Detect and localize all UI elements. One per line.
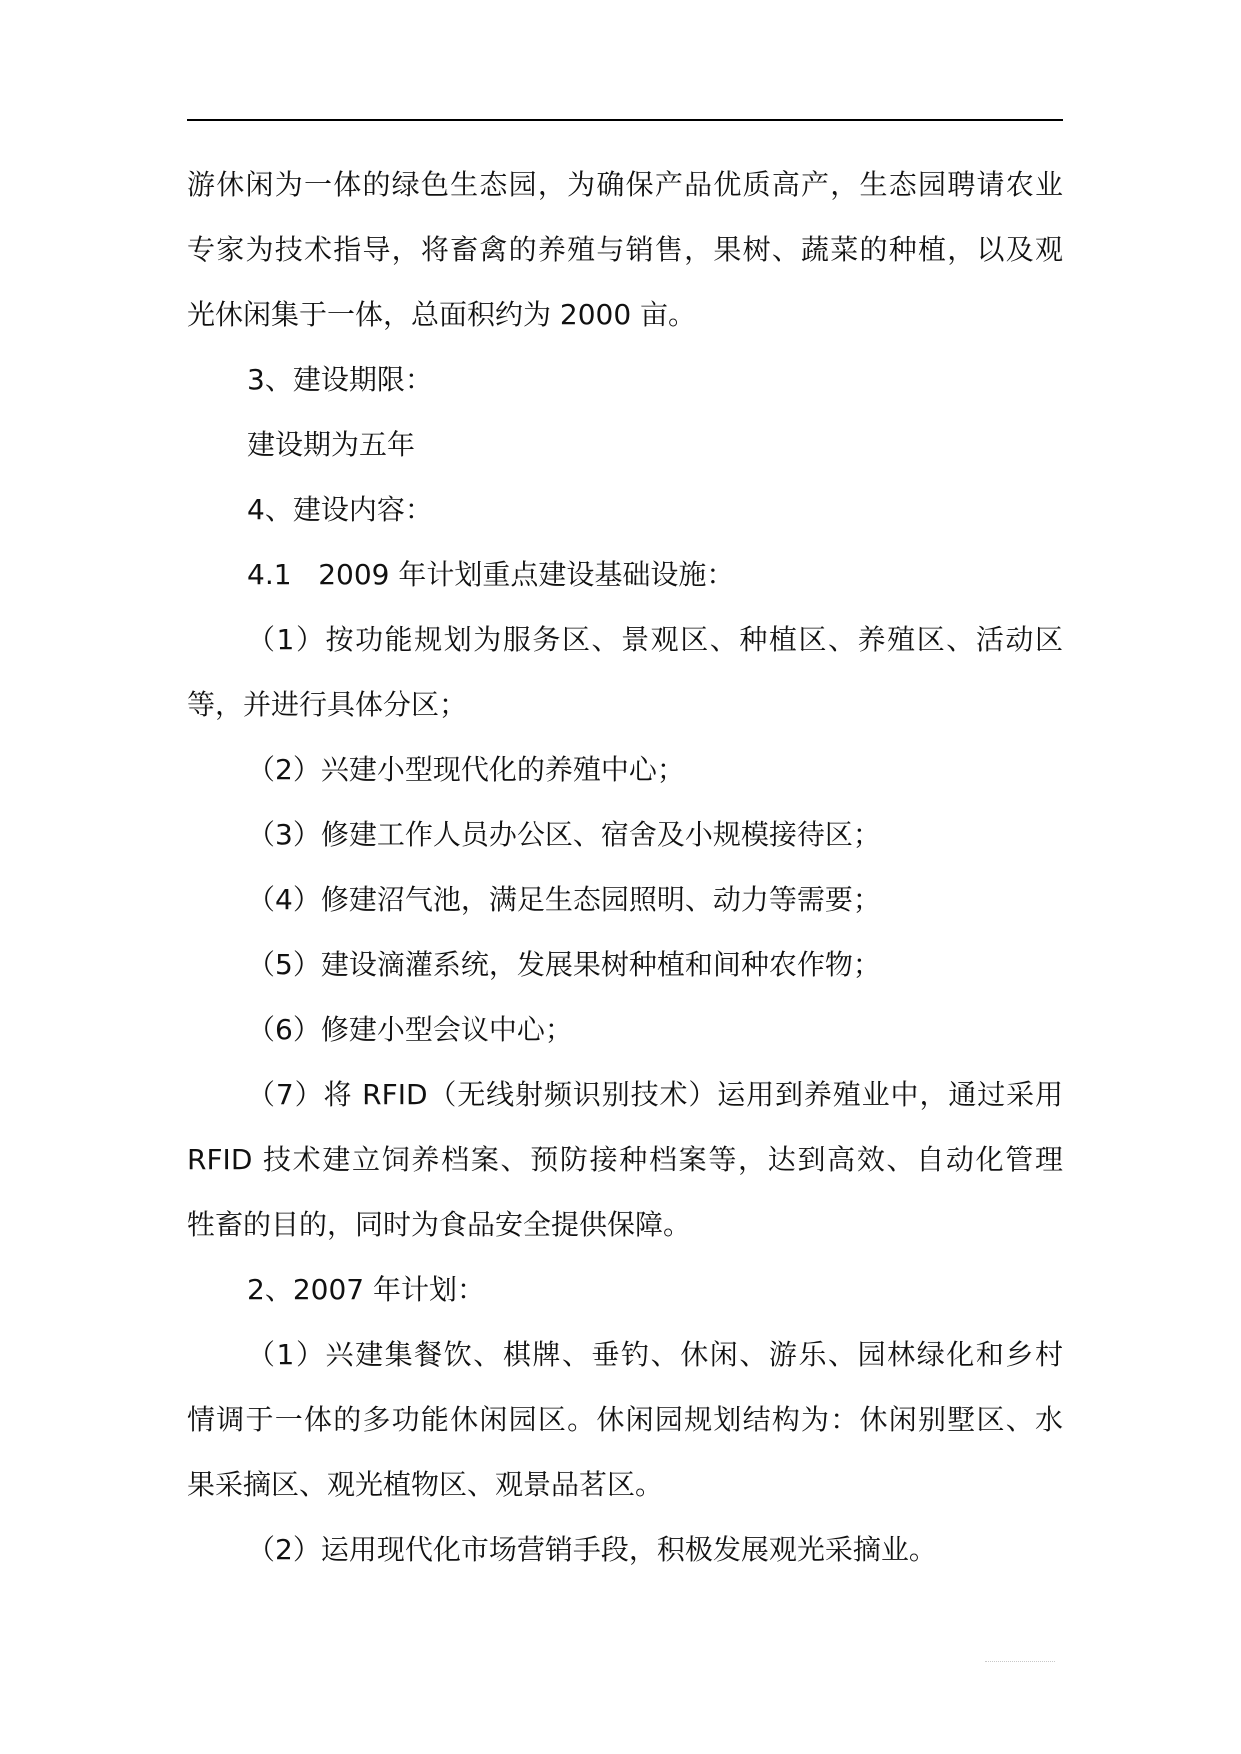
text-line: （6）修建小型会议中心； bbox=[247, 1013, 573, 1046]
text-line: 等，并进行具体分区； bbox=[187, 688, 468, 721]
text-line: （3）修建工作人员办公区、宿舍及小规模接待区； bbox=[247, 818, 881, 851]
text-line: （1）兴建集餐饮、棋牌、垂钓、休闲、游乐、园林绿化和乡村 bbox=[247, 1338, 1063, 1371]
footer-mark bbox=[985, 1661, 1055, 1662]
text-line: （4）修建沼气池，满足生态园照明、动力等需要； bbox=[247, 883, 881, 916]
text-line: 建设期为五年 bbox=[247, 428, 416, 461]
text-line: 情调于一体的多功能休闲园区。休闲园规划结构为：休闲别墅区、水 bbox=[187, 1403, 1063, 1436]
text-line: 牲畜的目的，同时为食品安全提供保障。 bbox=[187, 1208, 692, 1241]
text-line: （5）建设滴灌系统，发展果树种植和间种农作物； bbox=[247, 948, 881, 981]
text-line: 4、建设内容： bbox=[247, 493, 433, 526]
document-body bbox=[187, 152, 1063, 1582]
text-line: （1）按功能规划为服务区、景观区、种植区、养殖区、活动区 bbox=[247, 623, 1063, 656]
text-line: （7）将 RFID（无线射频识别技术）运用到养殖业中，通过采用 bbox=[247, 1078, 1063, 1111]
text-line: 光休闲集于一体，总面积约为 2000 亩。 bbox=[187, 298, 697, 331]
text-line: 游休闲为一体的绿色生态园，为确保产品优质高产，生态园聘请农业 bbox=[187, 168, 1063, 201]
header-rule bbox=[187, 119, 1063, 121]
text-line: 果采摘区、观光植物区、观景品茗区。 bbox=[187, 1468, 664, 1501]
text-line: RFID 技术建立饲养档案、预防接种档案等，达到高效、自动化管理 bbox=[187, 1143, 1063, 1176]
text-line: 2、2007 年计划： bbox=[247, 1273, 485, 1306]
text-line: 3、建设期限： bbox=[247, 363, 433, 396]
text-line: （2）兴建小型现代化的养殖中心； bbox=[247, 753, 685, 786]
text-line: 4.1 2009 年计划重点建设基础设施： bbox=[247, 558, 735, 591]
text-line: 专家为技术指导，将畜禽的养殖与销售，果树、蔬菜的种植，以及观 bbox=[187, 233, 1063, 266]
text-line: （2）运用现代化市场营销手段，积极发展观光采摘业。 bbox=[247, 1533, 937, 1566]
